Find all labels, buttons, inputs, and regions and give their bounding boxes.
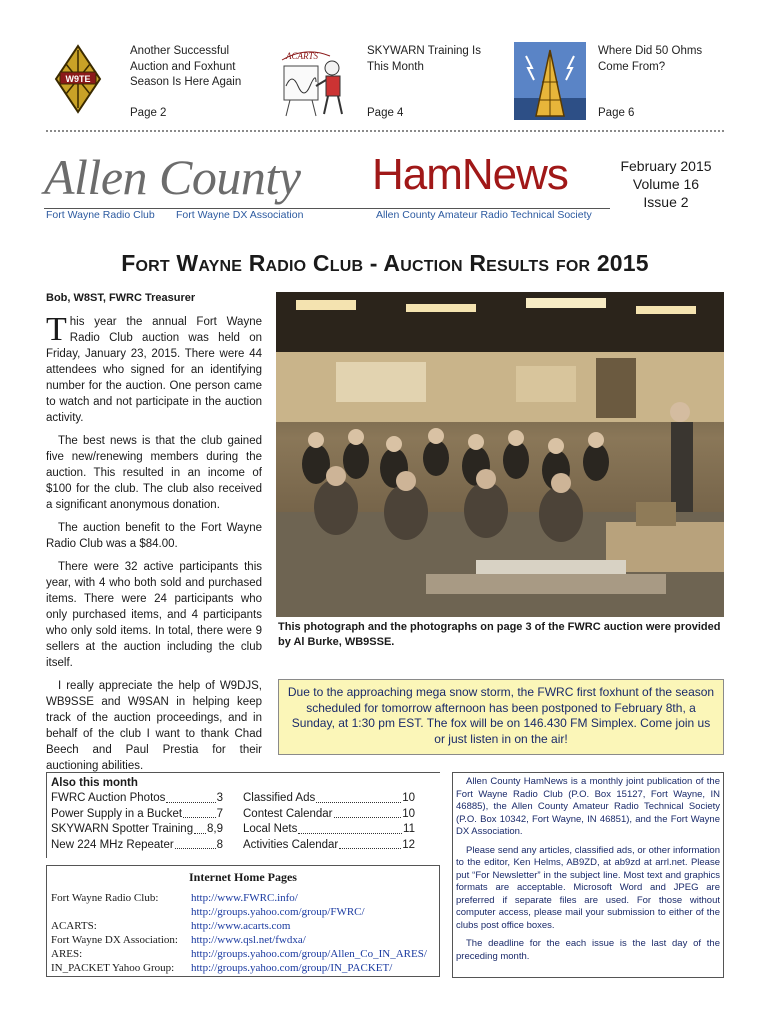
toc-item-label: Activities Calendar bbox=[243, 838, 339, 851]
dotted-divider bbox=[46, 130, 724, 132]
toc-item-label: SKYWARN Spotter Training bbox=[51, 823, 194, 835]
teaser-2-text[interactable]: SKYWARN Training Is This Month bbox=[367, 45, 481, 73]
toc-item-label: New 224 MHz Repeater bbox=[51, 838, 174, 851]
link-name bbox=[51, 905, 191, 919]
link-name: ACARTS: bbox=[51, 920, 97, 932]
publication-info-paragraph-1: Allen County HamNews is a monthly joint publication of the Fort Wayne Radio Club (P.O. Box 15127, Fort Wayne, IN 46885), the Allen County Amateur Radio Technical Society (P.O. Box 10342, Fort Wayne, IN 46851), and the Fort Wayne DX Association. bbox=[456, 776, 720, 837]
toc-item-page: 3 bbox=[216, 792, 223, 804]
toc-leader bbox=[339, 838, 401, 850]
also-this-month-box bbox=[46, 772, 440, 858]
link-name: Fort Wayne DX Association: bbox=[51, 934, 178, 946]
article-paragraph-4: There were 32 active participants this year, with 4 who both sold and purchased items. There were 24 participants who only purchased items, and 4 participants who only sold items. In total, there were 9 sellers at the auction including the club itself. bbox=[46, 561, 262, 669]
toc-item-label: FWRC Auction Photos bbox=[51, 792, 166, 804]
masthead-club-acarts: Allen County Amateur Radio Technical Society bbox=[376, 209, 592, 221]
link-row bbox=[51, 961, 435, 975]
toc-item-page: 10 bbox=[402, 807, 415, 820]
link-row bbox=[51, 947, 435, 961]
link-name: ARES: bbox=[51, 948, 83, 960]
article-paragraph-2: The best news is that the club gained five new/renewing members during the auction. This resulted in an income of $100 for the club. The club also received a significant anonymous donation. bbox=[46, 435, 262, 511]
issue-number: Issue 2 bbox=[643, 194, 689, 210]
toc-item[interactable] bbox=[243, 838, 415, 854]
toc-item-label: Power Supply in a Bucket bbox=[51, 807, 183, 820]
toc-item[interactable] bbox=[243, 807, 415, 823]
masthead-allen-county: Allen County bbox=[44, 149, 301, 205]
masthead-hamnews: HamNews bbox=[372, 150, 568, 199]
issue-info bbox=[618, 157, 714, 211]
link-row bbox=[51, 919, 435, 933]
toc-item[interactable] bbox=[243, 791, 415, 807]
publication-info-paragraph-2: Please send any articles, classified ads, or other information to the editor, Ken Helms, AB9ZD, at ab9zd at arrl.net. Please put “For Newsletter” in the subject line. Most text and graphics formats are acceptable. Microsoft Word and JPEG are preferred if separate files are used. For those without computer access, please mail your submission to either of the clubs post office boxes. bbox=[456, 844, 720, 931]
toc-item-page: 7 bbox=[216, 807, 223, 820]
toc-leader bbox=[175, 838, 216, 850]
drop-cap: T bbox=[46, 311, 67, 348]
issue-month: February 2015 bbox=[620, 158, 712, 174]
toc-item-page: 8 bbox=[216, 838, 223, 851]
toc-item[interactable] bbox=[51, 791, 223, 807]
link-name: IN_PACKET Yahoo Group: bbox=[51, 962, 175, 974]
w9te-logo bbox=[52, 42, 104, 116]
teaser-1-text[interactable]: Another Successful Auction and Foxhunt Season Is Here Again bbox=[130, 45, 242, 88]
toc-item[interactable] bbox=[51, 838, 223, 854]
toc-item-label: Classified Ads bbox=[243, 792, 316, 804]
toc-leader bbox=[298, 822, 402, 834]
article-paragraph bbox=[46, 311, 262, 426]
article-body bbox=[46, 311, 262, 781]
link-url[interactable]: http://groups.yahoo.com/group/FWRC/ bbox=[191, 906, 365, 918]
acarts-logo-text: ACARTS bbox=[286, 51, 319, 61]
internet-home-pages-box bbox=[46, 865, 440, 977]
auction-photo bbox=[276, 292, 724, 617]
toc-item[interactable] bbox=[243, 822, 415, 838]
toc-left-column bbox=[51, 791, 223, 853]
also-this-month-title: Also this month bbox=[51, 777, 138, 789]
article-headline: Fort Wayne Radio Club - Auction Results for 2015 bbox=[121, 250, 649, 276]
link-row bbox=[51, 905, 435, 919]
publication-info-box bbox=[452, 772, 724, 978]
issue-volume: Volume 16 bbox=[632, 176, 700, 192]
toc-item[interactable] bbox=[51, 807, 223, 823]
publication-info-paragraph-3: The deadline for the each issue is the last day of the preceding month. bbox=[456, 938, 720, 962]
teaser-2-page[interactable]: Page 4 bbox=[367, 107, 404, 119]
link-url[interactable]: http://www.qsl.net/fwdxa/ bbox=[191, 934, 306, 946]
w9te-logo-text: W9TE bbox=[65, 74, 91, 84]
toc-item-label: Contest Calendar bbox=[243, 807, 333, 820]
toc-leader bbox=[194, 822, 206, 834]
toc-leader bbox=[316, 791, 401, 803]
article-byline: Bob, W8ST, FWRC Treasurer bbox=[46, 292, 196, 304]
toc-leader bbox=[334, 807, 402, 819]
toc-leader bbox=[183, 807, 216, 819]
toc-item-page: 8,9 bbox=[207, 823, 223, 835]
photo-caption: This photograph and the photographs on page 3 of the FWRC auction were provided by Al Burke, WB9SSE. bbox=[278, 621, 721, 648]
masthead-club-fwrc: Fort Wayne Radio Club bbox=[46, 209, 155, 221]
link-url[interactable]: http://www.FWRC.info/ bbox=[191, 892, 298, 904]
link-url[interactable]: http://groups.yahoo.com/group/IN_PACKET/ bbox=[191, 962, 393, 974]
masthead-club-fwdxa: Fort Wayne DX Association bbox=[176, 209, 304, 221]
link-url[interactable]: http://groups.yahoo.com/group/Allen_Co_IN_ARES/ bbox=[191, 948, 427, 960]
article-paragraph-1: his year the annual Fort Wayne Radio Club auction was held on Friday, January 23, 2015. There were 44 attendees who signed for an identifying number for the auction. One person came to watch and not participate in the auction activity. bbox=[46, 316, 262, 424]
toc-item[interactable] bbox=[51, 822, 223, 838]
toc-item-page: 11 bbox=[403, 823, 415, 835]
article-paragraph-3: The auction benefit to the Fort Wayne Radio Club was a $84.00. bbox=[46, 522, 262, 550]
toc-right-column bbox=[243, 791, 415, 853]
toc-item-page: 12 bbox=[402, 838, 415, 851]
teaser-1-page[interactable]: Page 2 bbox=[130, 107, 167, 119]
link-name: Fort Wayne Radio Club: bbox=[51, 892, 159, 904]
radio-tower-icon bbox=[514, 42, 586, 120]
teaser-3-page[interactable]: Page 6 bbox=[598, 107, 635, 119]
link-row bbox=[51, 891, 435, 905]
link-url[interactable]: http://www.acarts.com bbox=[191, 920, 291, 932]
internet-home-pages-title: Internet Home Pages bbox=[189, 870, 297, 884]
toc-item-label: Local Nets bbox=[243, 823, 298, 835]
link-row bbox=[51, 933, 435, 947]
teaser-3-text[interactable]: Where Did 50 Ohms Come From? bbox=[598, 45, 703, 73]
acarts-logo bbox=[276, 42, 352, 120]
toc-leader bbox=[166, 791, 215, 803]
toc-item-page: 10 bbox=[402, 792, 415, 804]
article-paragraph-5: I really appreciate the help of W9DJS, WB9SSE and W9SAN in helping keep track of the auction proceedings, and in behalf of the club I want to thank Chad Beech and Paul Prestia for their auctioning abilities. bbox=[46, 680, 262, 772]
foxhunt-notice: Due to the approaching mega snow storm, the FWRC first foxhunt of the season scheduled for tomorrow afternoon has been postponed to February 8th, a Sunday, at 1:30 pm EST. The fox will be on 146.430 FM Simplex. Come join us or just listen in on the air! bbox=[278, 679, 724, 755]
